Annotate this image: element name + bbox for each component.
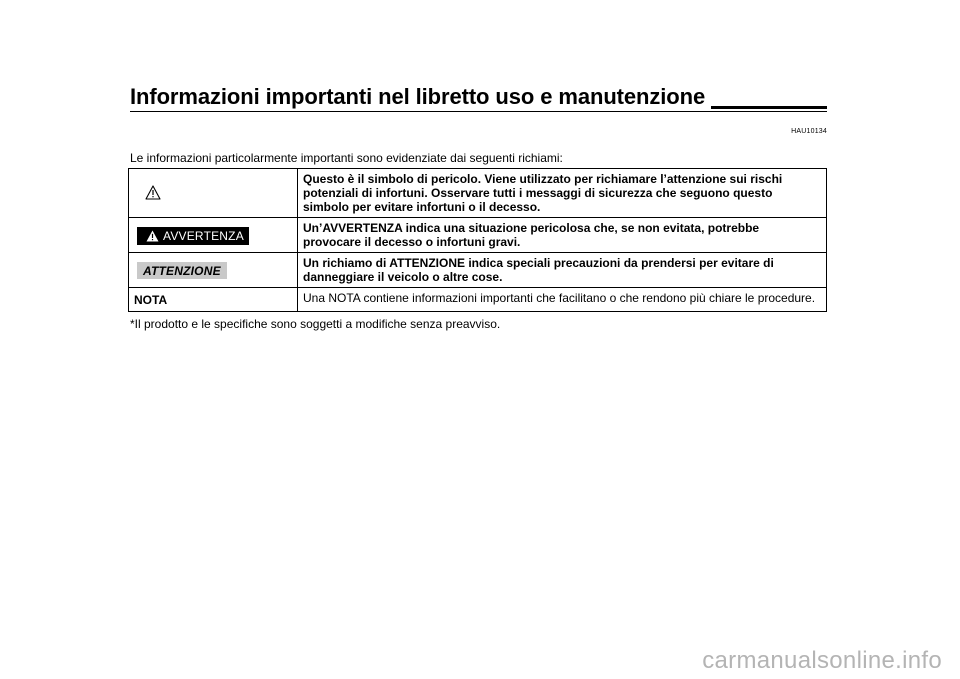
table-row [129, 218, 827, 253]
notice-table [128, 168, 827, 312]
avvertenza-badge [137, 227, 249, 245]
warning-triangle-icon [145, 185, 161, 200]
intro-text: Le informazioni particolarmente importanti sono evidenziate dai seguenti richiami: [130, 151, 563, 165]
avvertenza-label: AVVERTENZA [163, 229, 244, 243]
attenzione-badge: ATTENZIONE [137, 262, 227, 279]
symbol-cell [129, 169, 298, 218]
description-cell: Un’AVVERTENZA indica una situazione pericolosa che, se non evitata, potrebbe provocare il decesso o infortuni gravi. [298, 218, 827, 253]
description-cell: Questo è il simbolo di pericolo. Viene utilizzato per richiamare l’attenzione sui rischi potenziali di infortuni. Osservare tutti i messaggi di sicurezza che seguono questo simbolo per evitare infortuni o il decesso. [298, 169, 827, 218]
table-row [129, 288, 827, 312]
table-row [129, 253, 827, 288]
table-row [129, 169, 827, 218]
section-code: HAU10134 [791, 128, 827, 135]
symbol-cell [129, 253, 298, 288]
warning-triangle-icon [146, 230, 159, 242]
page-title: Informazioni importanti nel libretto uso e manutenzione [130, 84, 711, 110]
watermark: carmanualsonline.info [702, 647, 942, 674]
symbol-cell [129, 288, 298, 312]
title-rule-thin [130, 111, 827, 112]
footnote: *Il prodotto e le specifiche sono soggetti a modifiche senza preavviso. [130, 317, 501, 331]
symbol-cell [129, 218, 298, 253]
description-cell: Un richiamo di ATTENZIONE indica speciali precauzioni da prendersi per evitare di danneggiare il veicolo o altre cose. [298, 253, 827, 288]
description-cell: Una NOTA contiene informazioni importanti che facilitano o che rendono più chiare le procedure. [298, 288, 827, 312]
nota-label: NOTA [134, 293, 168, 307]
